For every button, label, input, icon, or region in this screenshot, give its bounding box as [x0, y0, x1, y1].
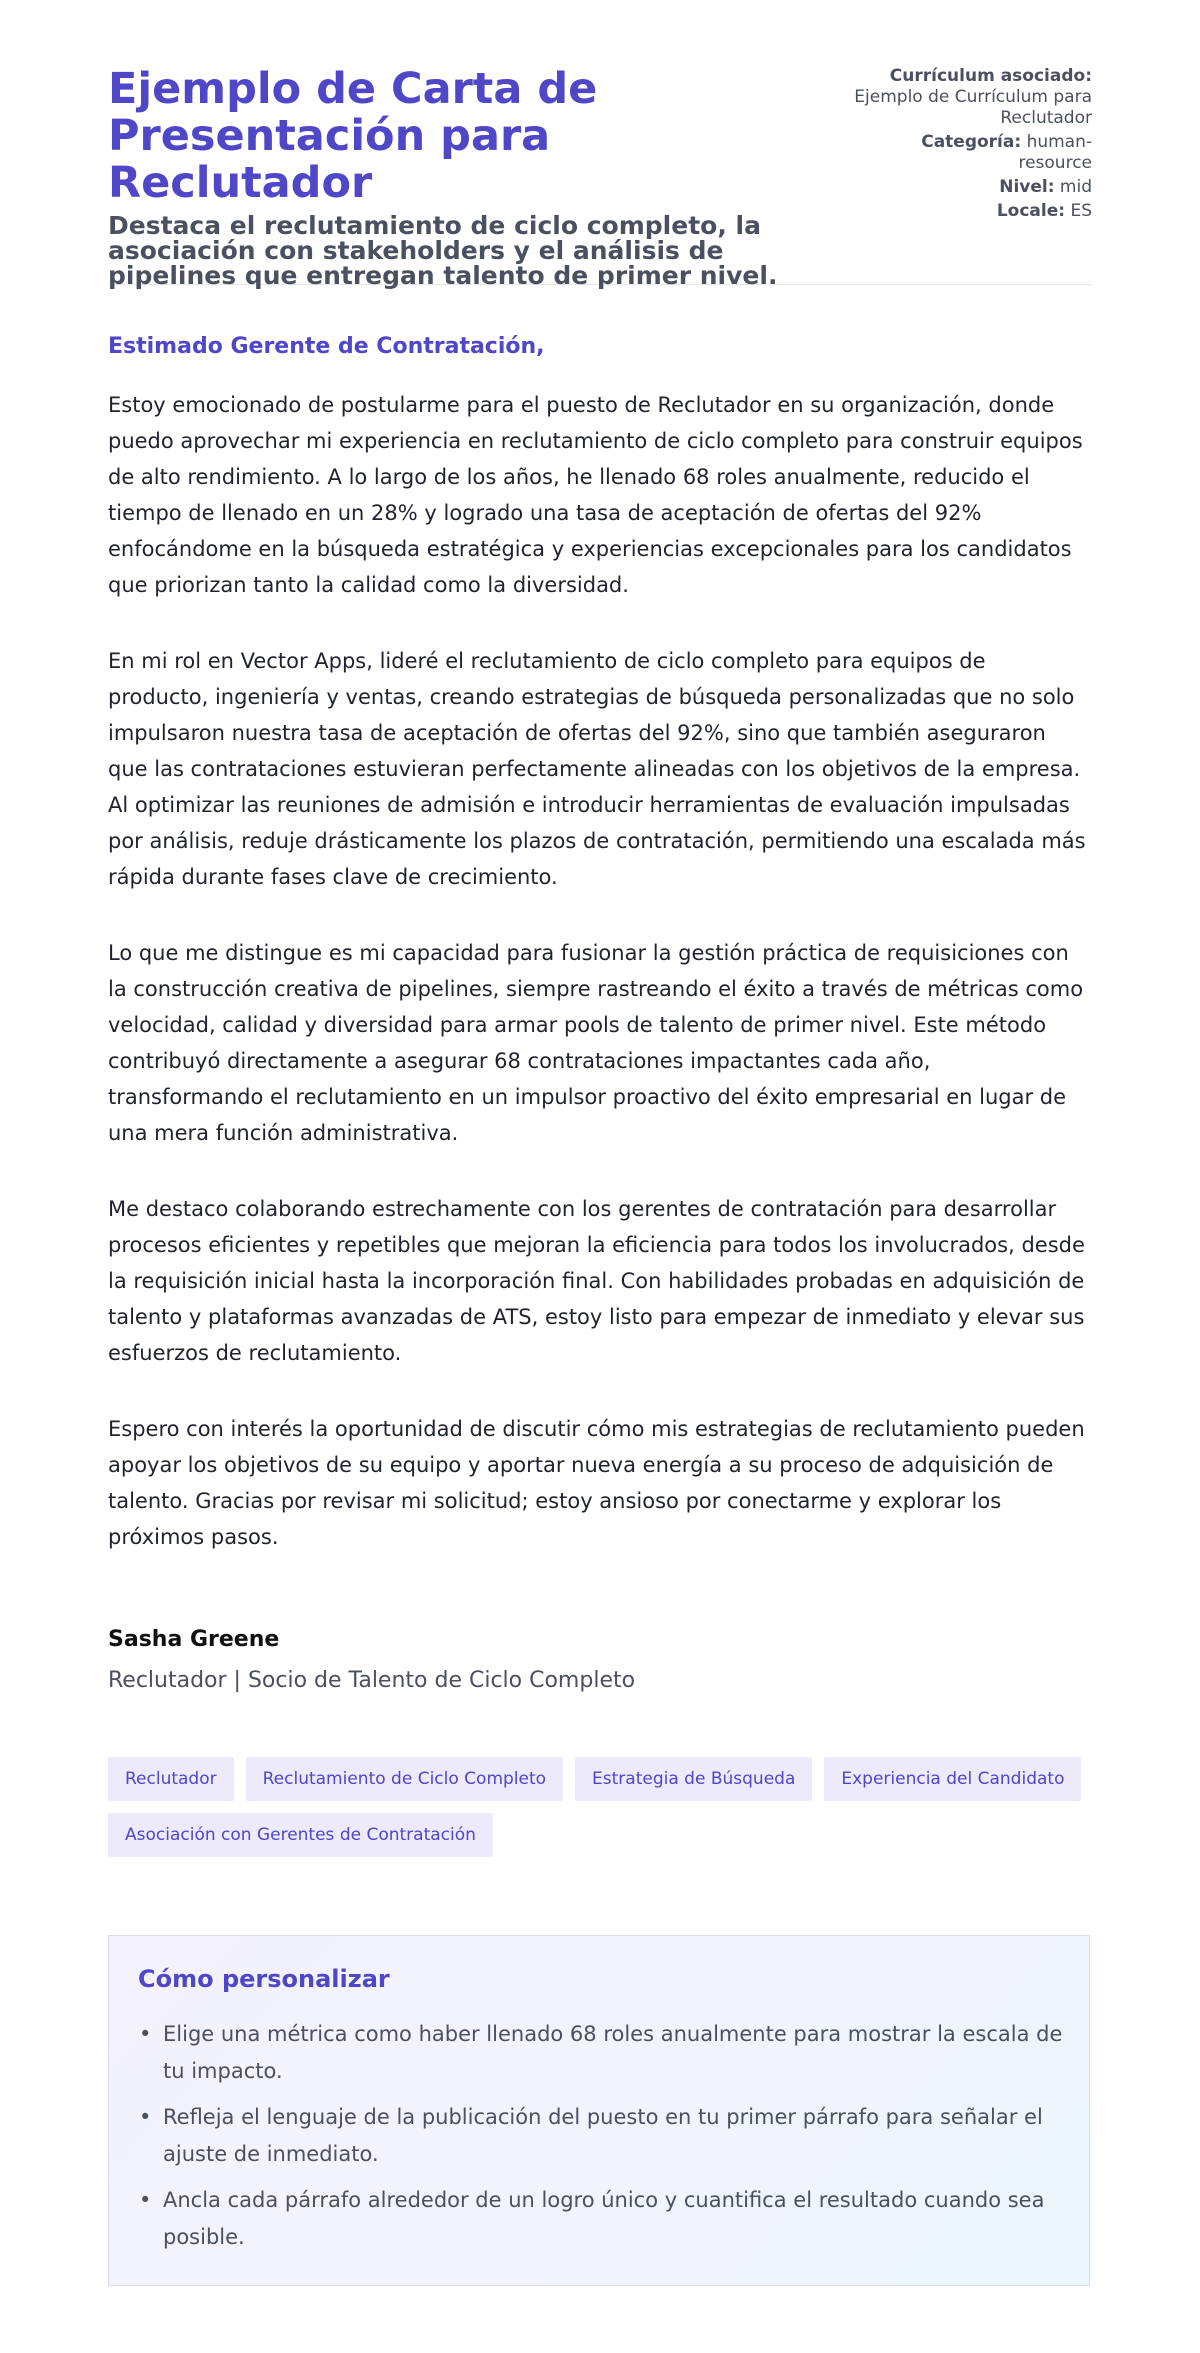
letter-paragraph: Me destaco colaborando estrechamente con los gerentes de contratación para desarrollar procesos eficientes y repetibles que mejoran la eficiencia para todos los involucrados, desde la requisición inicial hasta la incorporación final. Con habilidades probadas en adquisición de talento y plataformas avanzadas de ATS, estoy listo para empezar de inmediato y elevar sus esfuerzos de reclutamiento.: [108, 1197, 1085, 1365]
meta-key: Nivel:: [999, 177, 1055, 197]
header-title-block: [108, 66, 828, 288]
letter-paragraph: Lo que me distingue es mi capacidad para fusionar la gestión práctica de requisiciones con la construcción creativa de pipelines, siempre rastreando el éxito a través de métricas como velocidad, calidad y diversidad para armar pools de talento de primer nivel. Este método contribuyó directamente a asegurar 68 contrataciones impactantes cada año, transformando el reclutamiento en un impulsor proactivo del éxito empresarial en lugar de una mera función administrativa.: [108, 941, 1084, 1145]
letter-paragraph: Espero con interés la oportunidad de discutir cómo mis estrategias de reclutamiento pueden apoyar los objetivos de su equipo y aportar nueva energía a su proceso de adquisición de talento. Gracias por revisar mi solicitud; estoy ansioso por conectarme y explorar los próximos pasos.: [108, 1417, 1085, 1549]
meta-key: Categoría:: [921, 132, 1022, 152]
letter-body: [108, 387, 1092, 1595]
page-subtitle: Destaca el reclutamiento de ciclo completo, la asociación con stakeholders y el análisis de pipelines que entregan talento de primer nivel.: [108, 211, 778, 290]
bullet-icon: •: [139, 2105, 152, 2129]
tag-chip: Reclutador: [108, 1757, 234, 1801]
metadata-panel: [852, 66, 1092, 225]
tag-chip: Asociación con Gerentes de Contratación: [108, 1813, 493, 1857]
tag-chip: Reclutamiento de Ciclo Completo: [246, 1757, 563, 1801]
letter-paragraph: Estoy emocionado de postularme para el puesto de Reclutador en su organización, donde puedo aprovechar mi experiencia en reclutamiento de ciclo completo para construir equipos de alto rendimiento. A lo largo de los años, he llenado 68 roles anualmente, reducido el tiempo de llenado en un 28% y logrado una tasa de aceptación de ofertas del 92% enfocándome en la búsqueda estratégica y experiencias excepcionales para los candidatos que priorizan tanto la calidad como la diversidad.: [108, 393, 1083, 597]
tag-chip: Experiencia del Candidato: [824, 1757, 1081, 1801]
signature-name: Sasha Greene: [108, 1627, 280, 1652]
page-title: Ejemplo de Carta de Presentación para Reclutador: [108, 64, 598, 208]
tip-item: [139, 2182, 1063, 2256]
content-container: [108, 0, 1092, 2249]
tag-list: [108, 1757, 1092, 1857]
tag-chip: Estrategia de Búsqueda: [575, 1757, 812, 1801]
tip-item: [139, 2016, 1063, 2090]
tip-item: [139, 2099, 1063, 2173]
letter-salutation: Estimado Gerente de Contratación,: [108, 334, 545, 359]
tip-text: Refleja el lenguaje de la publicación del puesto en tu primer párrafo para señalar el ajuste de inmediato.: [163, 2105, 1043, 2166]
meta-level: [852, 177, 1092, 198]
meta-key: Locale:: [996, 201, 1066, 221]
bullet-icon: •: [139, 2188, 152, 2212]
tip-text: Elige una métrica como haber llenado 68 roles anualmente para mostrar la escala de tu impacto.: [163, 2022, 1063, 2083]
meta-value: ES: [1070, 201, 1092, 221]
meta-associated-resume: [852, 66, 1092, 129]
meta-category: [852, 132, 1092, 174]
customization-tips-box: [108, 1935, 1090, 2286]
meta-value: human-resource: [1018, 132, 1092, 173]
meta-value: Ejemplo de Currículum para Reclutador: [854, 87, 1092, 128]
meta-value: mid: [1059, 177, 1092, 197]
tips-list: [138, 2016, 1063, 2265]
meta-locale: [852, 201, 1092, 222]
signature-role: Reclutador | Socio de Talento de Ciclo Completo: [108, 1668, 636, 1693]
page-header: [108, 0, 1092, 290]
tip-text: Ancla cada párrafo alrededor de un logro único y cuantifica el resultado cuando sea posible.: [163, 2188, 1045, 2249]
tips-title: Cómo personalizar: [138, 1965, 390, 1993]
bullet-icon: •: [139, 2022, 152, 2046]
meta-key: Currículum asociado:: [889, 66, 1092, 86]
letter-paragraph: En mi rol en Vector Apps, lideré el reclutamiento de ciclo completo para equipos de producto, ingeniería y ventas, creando estrategias de búsqueda personalizadas que no solo impulsaron nuestra tasa de aceptación de ofertas del 92%, sino que también aseguraron que las contrataciones estuvieran perfectamente alineadas con los objetivos de la empresa. Al optimizar las reuniones de admisión e introducir herramientas de evaluación impulsadas por análisis, reduje drásticamente los plazos de contratación, permitiendo una escalada más rápida durante fases clave de crecimiento.: [108, 649, 1086, 889]
